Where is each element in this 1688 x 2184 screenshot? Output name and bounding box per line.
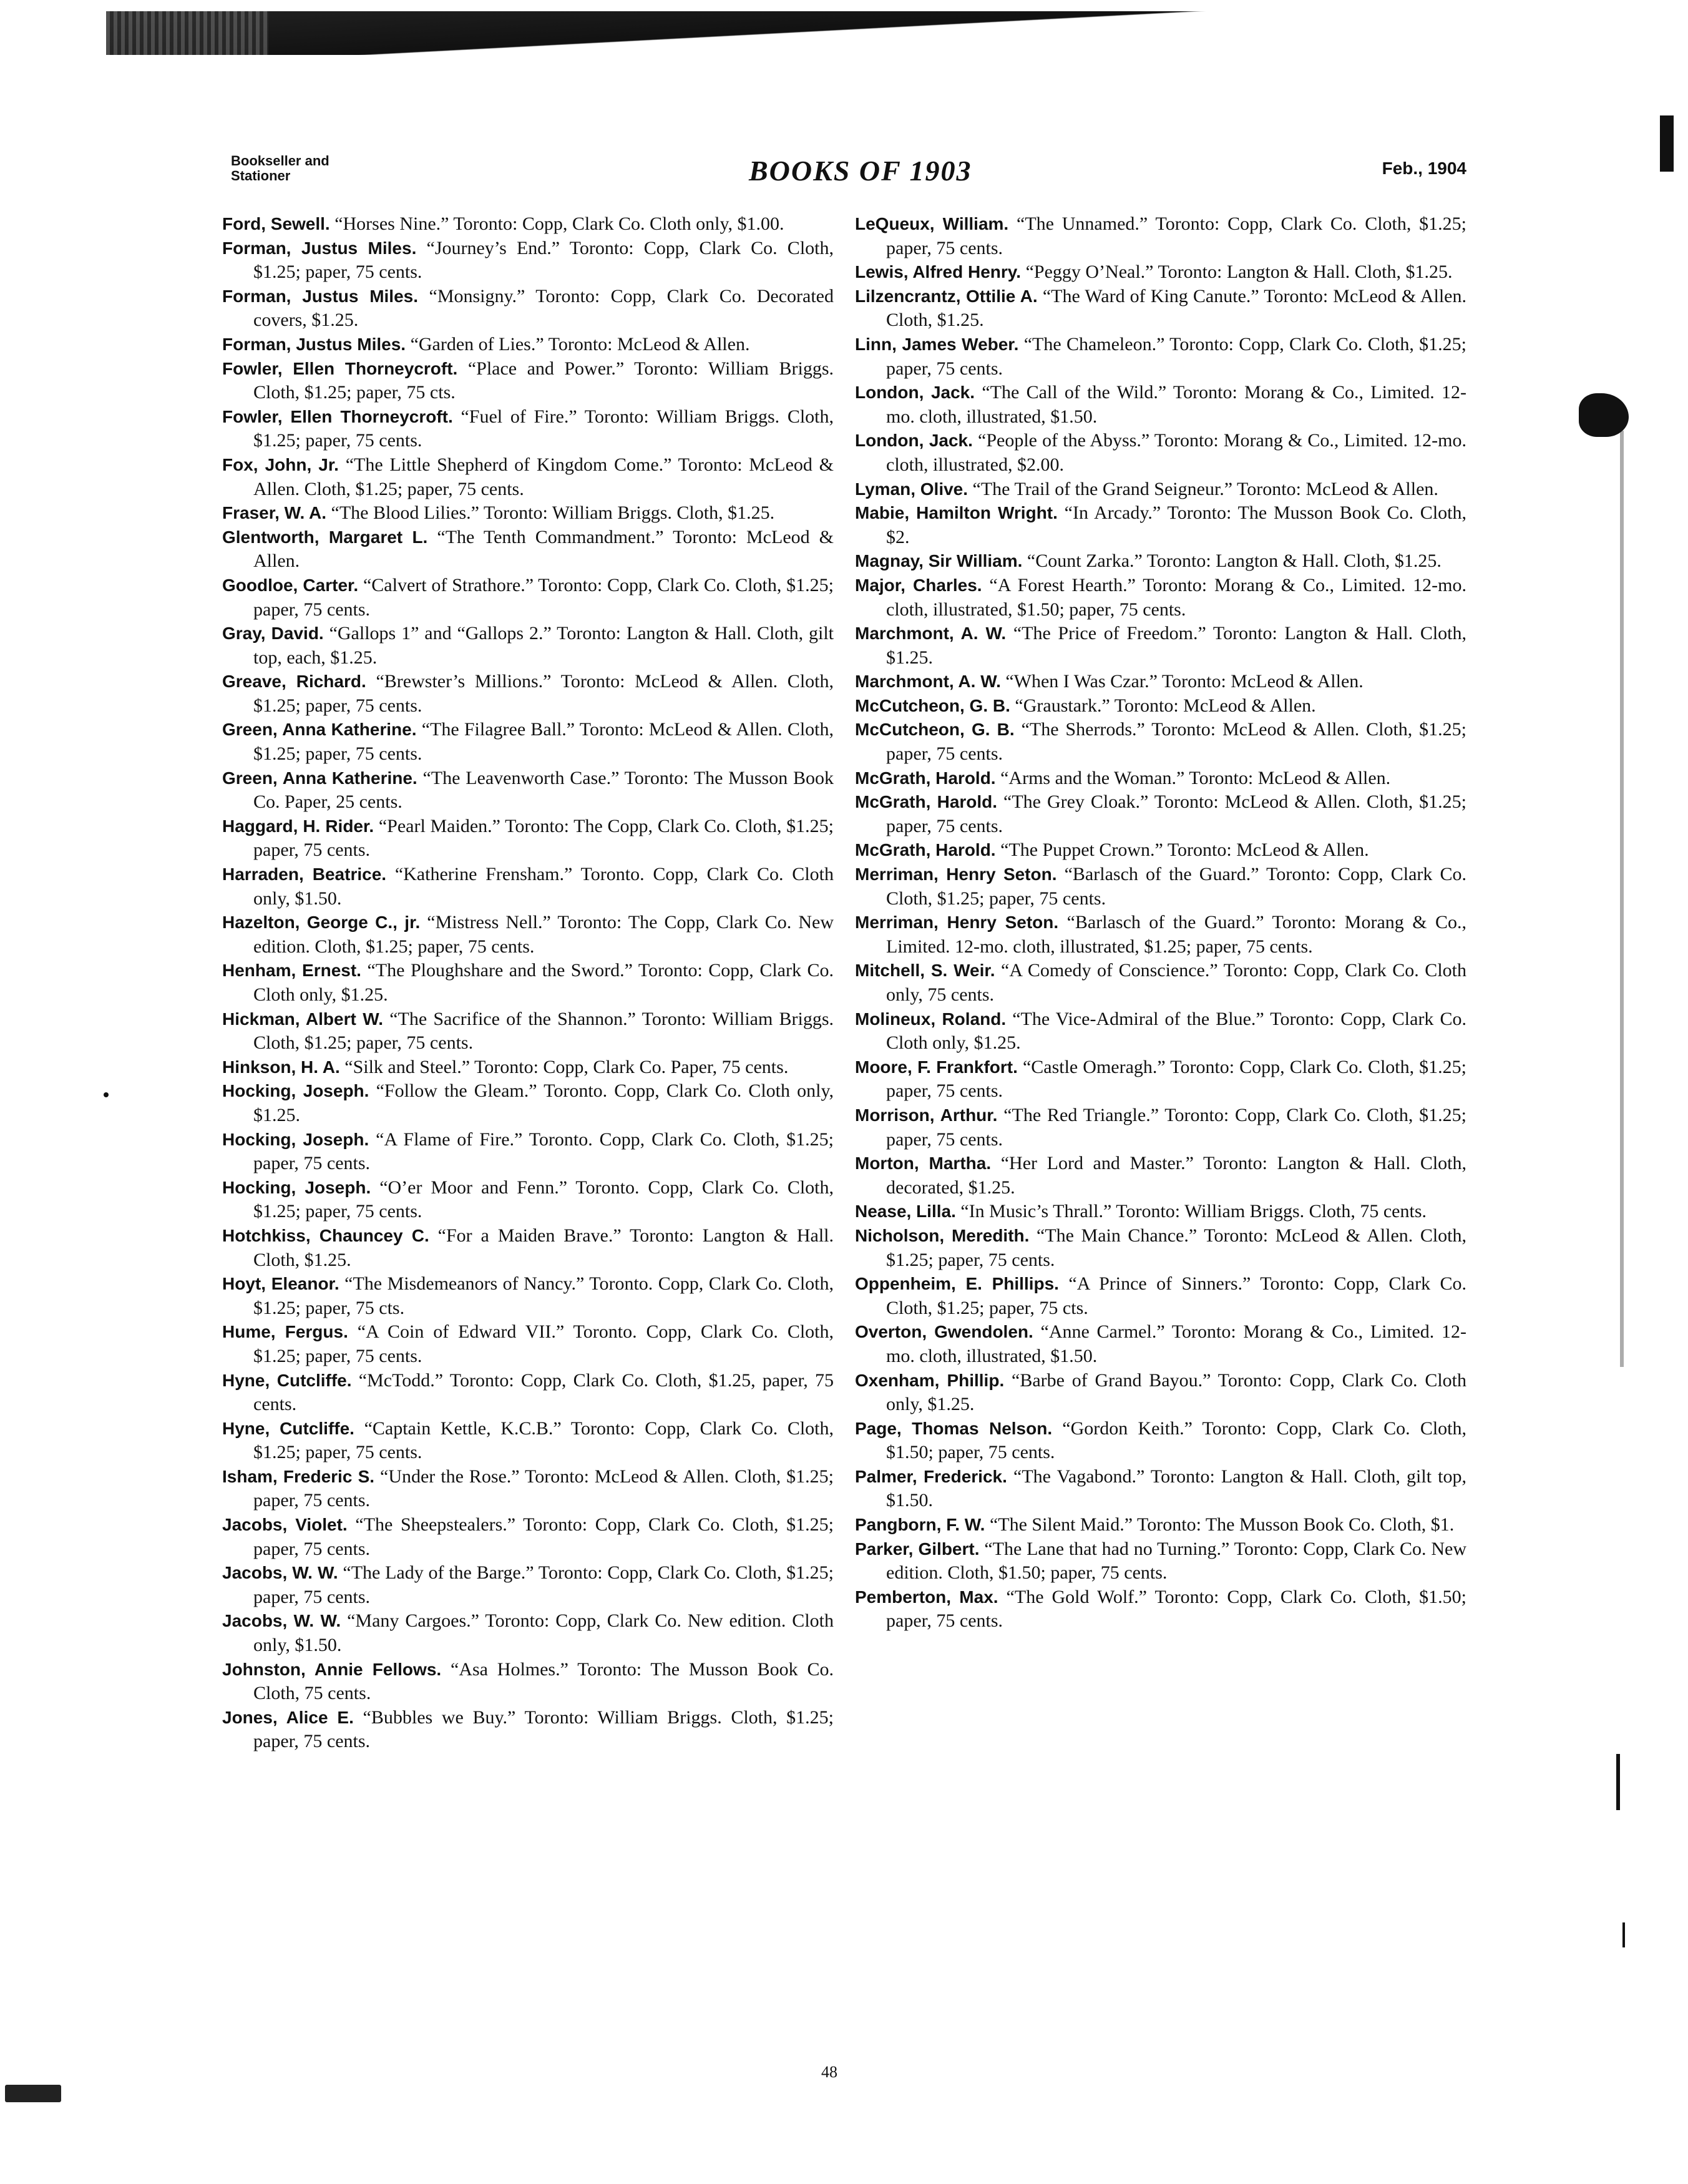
book-entry [855, 1055, 1466, 1104]
book-entry [855, 285, 1466, 333]
book-entry [855, 1465, 1466, 1513]
publication-name: Bookseller and Stationer [231, 153, 329, 184]
book-author: Gray, David. [222, 624, 324, 644]
scan-right-tick-2 [1622, 1922, 1625, 1947]
book-author: Ford, Sewell. [222, 214, 330, 233]
book-author: Hocking, Joseph. [222, 1081, 369, 1101]
book-details: “The Vice-Admiral of the Blue.” Toronto: Copp, Clark Co. Cloth only, $1.25. [886, 1008, 1467, 1054]
book-author: Mabie, Hamilton Wright. [855, 503, 1058, 523]
scan-bottom-left-smudge [5, 2085, 61, 2102]
book-details: “Anne Carmel.” Toronto: Morang & Co., Limited. 12-mo. cloth, illustrated, $1.50. [886, 1321, 1467, 1366]
book-author: Major, Charles. [855, 575, 982, 595]
book-entry [222, 405, 834, 453]
book-details: “Peggy O’Neal.” Toronto: Langton & Hall. Cloth, $1.25. [1025, 262, 1453, 283]
book-details: “The Vagabond.” Toronto: Langton & Hall. Cloth, gilt top, $1.50. [886, 1466, 1466, 1511]
book-entry [222, 1055, 834, 1080]
book-details: “The Sacrifice of the Shannon.” Toronto: William Briggs. Cloth, $1.25; paper, 75 cents. [253, 1008, 834, 1054]
scan-left-dot [104, 1092, 109, 1097]
book-author: Hume, Fergus. [222, 1322, 348, 1342]
book-author: McCutcheon, G. B. [855, 695, 1010, 715]
book-details: “Place and Power.” Toronto: William Briggs. Cloth, $1.25; paper, 75 cts. [253, 358, 834, 403]
book-author: Glentworth, Margaret L. [222, 527, 428, 547]
book-entry [855, 1200, 1466, 1224]
book-details: “Barbe of Grand Bayou.” Toronto: Copp, Clark Co. Cloth only, $1.25. [886, 1369, 1466, 1415]
book-author: Hyne, Cutcliffe. [222, 1370, 352, 1390]
book-entry [222, 1272, 834, 1320]
book-author: Hinkson, H. A. [222, 1057, 340, 1077]
book-author: Hocking, Joseph. [222, 1177, 371, 1197]
book-details: “The Ward of King Canute.” Toronto: McLeod & Allen. Cloth, $1.25. [886, 285, 1466, 331]
book-entry [222, 1561, 834, 1609]
book-entry [855, 1320, 1466, 1368]
book-details: “The Lane that had no Turning.” Toronto: Copp, Clark Co. New edition. Cloth, $1.50; paper, 75 cents. [886, 1538, 1467, 1584]
book-author: Hickman, Albert W. [222, 1009, 383, 1029]
book-details: “The Gold Wolf.” Toronto: Copp, Clark Co. Cloth, $1.50; paper, 75 cents. [886, 1586, 1466, 1632]
book-author: McGrath, Harold. [855, 768, 996, 788]
book-author: Forman, Justus Miles. [222, 334, 406, 354]
book-details: “In Music’s Thrall.” Toronto: William Briggs. Cloth, 75 cents. [960, 1201, 1427, 1222]
book-entry [855, 1224, 1466, 1272]
book-entry [222, 670, 834, 718]
book-details: “The Sherrods.” Toronto: McLeod & Allen. Cloth, $1.25; paper, 75 cents. [886, 719, 1466, 765]
book-details: “The Lady of the Barge.” Toronto: Copp, Clark Co. Cloth, $1.25; paper, 75 cents. [253, 1562, 834, 1607]
book-author: Page, Thomas Nelson. [855, 1418, 1053, 1438]
book-entry [855, 694, 1466, 718]
book-entry [222, 718, 834, 766]
book-entry [855, 790, 1466, 838]
book-entry [222, 911, 834, 959]
book-entry [222, 1176, 834, 1224]
book-details: “The Grey Cloak.” Toronto: McLeod & Allen. Cloth, $1.25; paper, 75 cents. [886, 791, 1466, 836]
book-entry [855, 838, 1466, 863]
book-details: “A Flame of Fire.” Toronto. Copp, Clark Co. Cloth, $1.25; paper, 75 cents. [253, 1129, 834, 1174]
book-entry [222, 815, 834, 863]
book-entry [222, 1079, 834, 1127]
book-entry [855, 863, 1466, 911]
book-entry [855, 1007, 1466, 1055]
book-entry [855, 959, 1466, 1007]
book-details: “Barlasch of the Guard.” Toronto: Copp, Clark Co. Cloth, $1.25; paper, 75 cents. [886, 864, 1467, 909]
book-author: Pangborn, F. W. [855, 1515, 985, 1535]
book-details: “The Unnamed.” Toronto: Copp, Clark Co. Cloth, $1.25; paper, 75 cents. [886, 213, 1467, 258]
book-author: Fowler, Ellen Thorneycroft. [222, 406, 453, 426]
book-author: London, Jack. [855, 383, 975, 403]
book-entry [855, 1417, 1466, 1465]
book-details: “The Call of the Wild.” Toronto: Morang & Co., Limited. 12-mo. cloth, illustrated, $1.50. [886, 382, 1467, 427]
book-entry [222, 1320, 834, 1368]
book-author: Merriman, Henry Seton. [855, 864, 1057, 884]
book-entry [222, 501, 834, 526]
book-author: Green, Anna Katherine. [222, 720, 417, 740]
book-entry [222, 1224, 834, 1272]
book-details: “The Main Chance.” Toronto: McLeod & Allen. Cloth, $1.25; paper, 75 cents. [886, 1225, 1467, 1270]
book-entry [222, 959, 834, 1007]
book-details: “A Prince of Sinners.” Toronto: Copp, Clark Co. Cloth, $1.25; paper, 75 cts. [886, 1273, 1466, 1318]
book-author: LeQueux, William. [855, 214, 1009, 233]
book-author: Parker, Gilbert. [855, 1539, 980, 1559]
book-details: “The Little Shepherd of Kingdom Come.” Toronto: McLeod & Allen. Cloth, $1.25; paper, 75 cents. [253, 454, 834, 499]
book-details: “Garden of Lies.” Toronto: McLeod & Allen. [410, 333, 750, 355]
book-details: “Follow the Gleam.” Toronto. Copp, Clark Co. Cloth only, $1.25. [253, 1080, 834, 1125]
book-details: “Bubbles we Buy.” Toronto: William Briggs. Cloth, $1.25; paper, 75 cents. [253, 1707, 834, 1752]
book-author: Isham, Frederic S. [222, 1466, 375, 1486]
book-author: Marchmont, A. W. [855, 624, 1007, 644]
book-entry [222, 285, 834, 333]
book-entry [222, 1128, 834, 1176]
book-entry [855, 212, 1466, 260]
book-author: Harraden, Beatrice. [222, 864, 387, 884]
book-details: “Arms and the Woman.” Toronto: McLeod & Allen. [1000, 767, 1391, 788]
book-author: Lewis, Alfred Henry. [855, 262, 1022, 282]
book-author: Johnston, Annie Fellows. [222, 1659, 442, 1679]
book-author: Jacobs, W. W. [222, 1611, 341, 1631]
book-author: Hyne, Cutcliffe. [222, 1418, 354, 1438]
book-author: Oxenham, Phillip. [855, 1370, 1005, 1390]
book-author: Merriman, Henry Seton. [855, 913, 1059, 933]
book-entry [855, 1369, 1466, 1417]
book-entry [222, 1417, 834, 1465]
book-author: Palmer, Frederick. [855, 1466, 1007, 1486]
book-details: “Journey’s End.” Toronto: Copp, Clark Co. Cloth, $1.25; paper, 75 cents. [253, 237, 834, 283]
book-author: Fraser, W. A. [222, 503, 327, 523]
book-author: Morrison, Arthur. [855, 1105, 998, 1125]
book-author: Hocking, Joseph. [222, 1129, 369, 1149]
book-author: London, Jack. [855, 431, 973, 451]
book-author: Lyman, Olive. [855, 479, 968, 499]
scan-right-mark [1660, 115, 1674, 172]
book-details: “McTodd.” Toronto: Copp, Clark Co. Cloth, $1.25, paper, 75 cents. [253, 1369, 834, 1415]
book-details: “Calvert of Strathore.” Toronto: Copp, Clark Co. Cloth, $1.25; paper, 75 cents. [253, 574, 834, 620]
book-author: Fox, John, Jr. [222, 454, 339, 474]
book-entry [222, 1609, 834, 1657]
book-details: “Katherine Frensham.” Toronto. Copp, Clark Co. Cloth only, $1.50. [253, 864, 834, 909]
page-header [231, 154, 1466, 191]
book-entry [855, 333, 1466, 381]
book-author: Molineux, Roland. [855, 1009, 1007, 1029]
book-details: “Castle Omeragh.” Toronto: Copp, Clark Co. Cloth, $1.25; paper, 75 cents. [886, 1056, 1467, 1102]
book-entry [855, 1104, 1466, 1152]
book-details: “The Trail of the Grand Seigneur.” Toronto: McLeod & Allen. [972, 478, 1438, 499]
book-entry [222, 333, 834, 357]
book-author: Haggard, H. Rider. [222, 816, 374, 836]
book-author: Morton, Martha. [855, 1153, 992, 1173]
book-entry [222, 574, 834, 622]
book-details: “O’er Moor and Fenn.” Toronto. Copp, Clark Co. Cloth, $1.25; paper, 75 cents. [253, 1177, 834, 1222]
book-author: Forman, Justus Miles. [222, 286, 419, 306]
book-entry [855, 670, 1466, 694]
book-details: “A Comedy of Conscience.” Toronto: Copp, Clark Co. Cloth only, 75 cents. [886, 960, 1466, 1005]
book-author: Hotchkiss, Chauncey C. [222, 1225, 429, 1245]
book-entry [855, 477, 1466, 502]
book-details: “The Ploughshare and the Sword.” Toronto: Copp, Clark Co. Cloth only, $1.25. [253, 960, 834, 1005]
book-author: Oppenheim, E. Phillips. [855, 1274, 1059, 1294]
book-author: Forman, Justus Miles. [222, 238, 417, 258]
book-author: Overton, Gwendolen. [855, 1322, 1033, 1342]
book-author: Pemberton, Max. [855, 1587, 998, 1607]
book-details: “A Coin of Edward VII.” Toronto. Copp, Clark Co. Cloth, $1.25; paper, 75 cents. [253, 1321, 834, 1366]
book-details: “The Sheepstealers.” Toronto: Copp, Clark Co. Cloth, $1.25; paper, 75 cents. [253, 1514, 834, 1559]
book-entry [222, 1465, 834, 1513]
book-entry [855, 766, 1466, 791]
book-entry [855, 1272, 1466, 1320]
book-details: “The Tenth Commandment.” Toronto: McLeod & Allen. [253, 526, 834, 572]
book-author: Moore, F. Frankfort. [855, 1057, 1018, 1077]
book-entry [222, 622, 834, 670]
book-details: “Brewster’s Millions.” Toronto: McLeod & Allen. Cloth, $1.25; paper, 75 cents. [253, 671, 834, 716]
book-author: Greave, Richard. [222, 672, 366, 692]
book-author: Jacobs, W. W. [222, 1563, 338, 1583]
right-column [855, 212, 1466, 1633]
book-details: “When I Was Czar.” Toronto: McLeod & Allen. [1005, 671, 1364, 692]
book-details: “Mistress Nell.” Toronto: The Copp, Clark Co. New edition. Cloth, $1.25; paper, 75 cents. [253, 912, 834, 957]
page-title: BOOKS OF 1903 [749, 155, 972, 187]
book-details: “For a Maiden Brave.” Toronto: Langton & Hall. Cloth, $1.25. [253, 1225, 834, 1270]
book-details: “The Filagree Ball.” Toronto: McLeod & Allen. Cloth, $1.25; paper, 75 cents. [253, 719, 834, 765]
book-author: McGrath, Harold. [855, 792, 998, 812]
book-author: Hazelton, George C., jr. [222, 913, 421, 933]
book-entry [222, 1369, 834, 1417]
book-details: “The Red Triangle.” Toronto: Copp, Clark Co. Cloth, $1.25; paper, 75 cents. [886, 1104, 1466, 1150]
book-details: “Monsigny.” Toronto: Copp, Clark Co. Decorated covers, $1.25. [253, 285, 834, 331]
book-details: “The Puppet Crown.” Toronto: McLeod & Allen. [1000, 840, 1369, 861]
book-entry [855, 574, 1466, 622]
book-entry [222, 453, 834, 501]
book-details: “Barlasch of the Guard.” Toronto: Morang & Co., Limited. 12-mo. cloth, illustrated, $1.25; paper, 75 cents. [886, 912, 1467, 957]
page-number: 48 [821, 2063, 837, 2081]
book-entry [855, 1513, 1466, 1537]
book-author: Green, Anna Katherine. [222, 768, 417, 788]
book-author: Magnay, Sir William. [855, 551, 1023, 571]
book-details: “People of the Abyss.” Toronto: Morang & Co., Limited. 12-mo. cloth, illustrated, $2.00. [886, 430, 1467, 475]
book-entry [222, 1513, 834, 1561]
book-author: Nease, Lilla. [855, 1202, 956, 1222]
book-entry [855, 622, 1466, 670]
book-author: Lilzencrantz, Ottilie A. [855, 286, 1038, 306]
book-entry [222, 863, 834, 911]
book-details: “A Forest Hearth.” Toronto: Morang & Co., Limited. 12-mo. cloth, illustrated, $1.50; paper, 75 cents. [886, 574, 1466, 620]
book-entry [855, 260, 1466, 285]
scan-top-edge-bar [106, 11, 1242, 55]
book-author: Mitchell, S. Weir. [855, 961, 995, 981]
book-details: “Silk and Steel.” Toronto: Copp, Clark Co. Paper, 75 cents. [344, 1056, 789, 1077]
book-details: “Her Lord and Master.” Toronto: Langton & Hall. Cloth, decorated, $1.25. [886, 1153, 1467, 1198]
book-entry [855, 1585, 1466, 1633]
scan-right-line [1620, 431, 1624, 1367]
book-details: “Count Zarka.” Toronto: Langton & Hall. Cloth, $1.25. [1027, 551, 1442, 572]
book-details: “Many Cargoes.” Toronto: Copp, Clark Co. New edition. Cloth only, $1.50. [253, 1610, 834, 1656]
book-author: McCutcheon, G. B. [855, 720, 1015, 740]
book-details: “Horses Nine.” Toronto: Copp, Clark Co. Cloth only, $1.00. [334, 213, 784, 234]
book-author: Henham, Ernest. [222, 961, 361, 981]
book-entry [855, 718, 1466, 766]
book-details: “Captain Kettle, K.C.B.” Toronto: Copp, Clark Co. Cloth, $1.25; paper, 75 cents. [253, 1418, 834, 1463]
book-entry [222, 212, 834, 237]
book-entry [855, 1537, 1466, 1585]
book-author: Jacobs, Violet. [222, 1515, 348, 1535]
book-author: Linn, James Weber. [855, 334, 1019, 354]
book-author: Fowler, Ellen Thorneycroft. [222, 358, 458, 378]
book-author: Marchmont, A. W. [855, 672, 1001, 692]
book-author: Hoyt, Eleanor. [222, 1274, 339, 1294]
book-details: “Fuel of Fire.” Toronto: William Briggs. Cloth, $1.25; paper, 75 cents. [253, 406, 834, 451]
scan-right-tick [1616, 1754, 1620, 1810]
book-details: “In Arcady.” Toronto: The Musson Book Co. Cloth, $2. [886, 502, 1466, 547]
book-details: “Gallops 1” and “Gallops 2.” Toronto: Langton & Hall. Cloth, gilt top, each, $1.25. [253, 623, 834, 668]
book-details: “Under the Rose.” Toronto: McLeod & Allen. Cloth, $1.25; paper, 75 cents. [253, 1466, 834, 1511]
book-author: McGrath, Harold. [855, 840, 996, 860]
book-entry [222, 1658, 834, 1706]
book-entry [222, 526, 834, 574]
book-details: “Gordon Keith.” Toronto: Copp, Clark Co. Cloth, $1.50; paper, 75 cents. [886, 1418, 1467, 1463]
book-details: “Pearl Maiden.” Toronto: The Copp, Clark Co. Cloth, $1.25; paper, 75 cents. [253, 815, 834, 861]
book-author: Jones, Alice E. [222, 1707, 354, 1727]
book-entry [855, 549, 1466, 574]
book-entry [222, 1706, 834, 1754]
book-details: “The Leavenworth Case.” Toronto: The Musson Book Co. Paper, 25 cents. [253, 767, 834, 813]
book-details: “The Blood Lilies.” Toronto: William Briggs. Cloth, $1.25. [331, 502, 775, 524]
book-author: Nicholson, Meredith. [855, 1225, 1030, 1245]
book-author: Goodloe, Carter. [222, 575, 359, 595]
book-entry [855, 1152, 1466, 1200]
book-entry [855, 911, 1466, 959]
book-entry [222, 357, 834, 405]
book-entry [222, 237, 834, 285]
book-entry [222, 766, 834, 815]
book-details: “Asa Holmes.” Toronto: The Musson Book Co. Cloth, 75 cents. [253, 1658, 834, 1704]
book-entry [222, 1007, 834, 1055]
issue-date: Feb., 1904 [1382, 159, 1466, 178]
book-details: “The Silent Maid.” Toronto: The Musson Book Co. Cloth, $1. [989, 1514, 1455, 1535]
book-entry [855, 501, 1466, 549]
book-details: “The Price of Freedom.” Toronto: Langton & Hall. Cloth, $1.25. [886, 623, 1467, 668]
book-entry [855, 381, 1466, 429]
book-details: “The Misdemeanors of Nancy.” Toronto. Copp, Clark Co. Cloth, $1.25; paper, 75 cts. [253, 1273, 834, 1318]
book-details: “The Chameleon.” Toronto: Copp, Clark Co. Cloth, $1.25; paper, 75 cents. [886, 333, 1466, 379]
left-column [222, 212, 834, 1754]
book-entry [855, 429, 1466, 477]
book-details: “Graustark.” Toronto: McLeod & Allen. [1015, 695, 1316, 716]
